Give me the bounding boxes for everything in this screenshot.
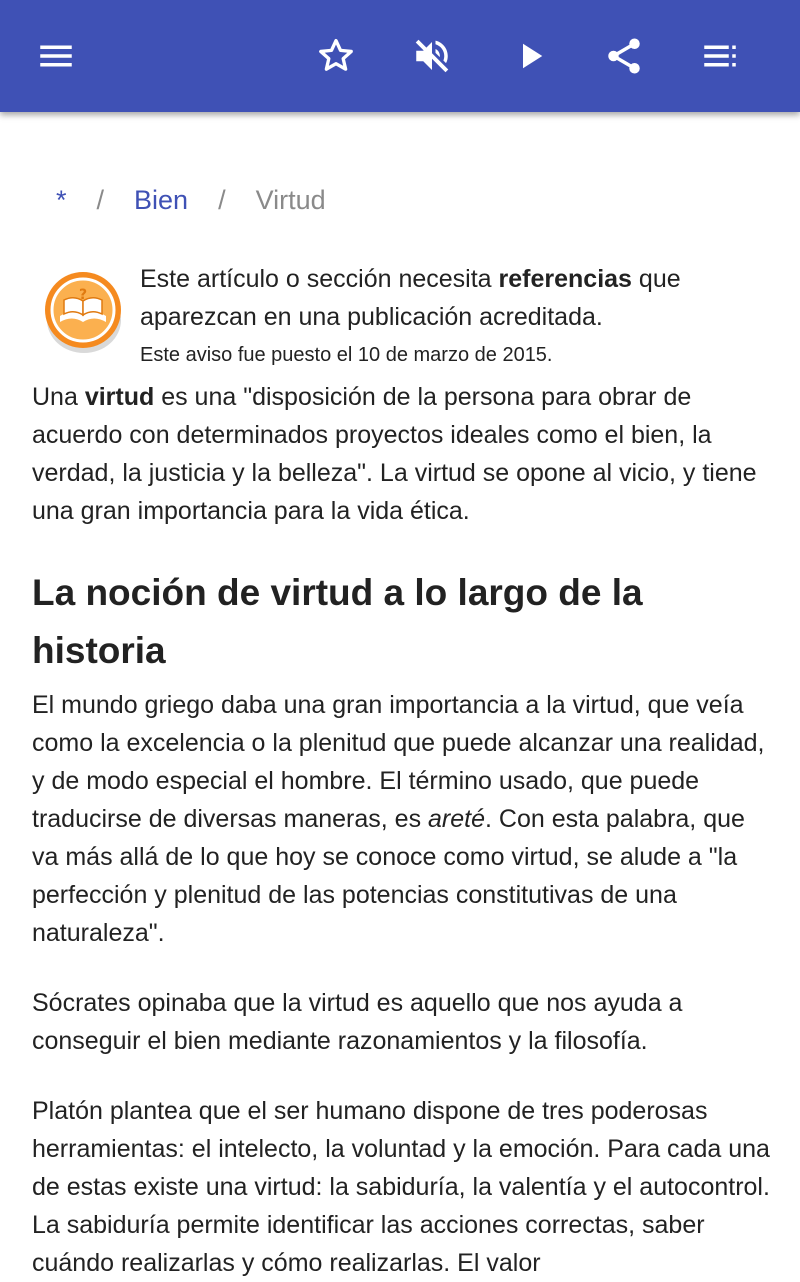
article-body (32, 378, 772, 1282)
notice-text: Este artículo o sección necesita (140, 265, 499, 293)
history-paragraph-1 (32, 686, 772, 952)
notice-line-1 (140, 260, 760, 298)
text-span: . Con esta palabra, que va más allá de lo que hoy se conoce como virtud, se alude a "la perfección y plenitud de las potencias constitutivas de una naturaleza". (32, 805, 745, 947)
text-span: Una (32, 383, 85, 411)
play-button[interactable] (502, 28, 558, 84)
svg-text:?: ? (78, 287, 88, 303)
notice-line-2: aparezcan en una publicación acreditada. (140, 303, 603, 331)
notice-date: Este aviso fue puesto el 10 de marzo de 2015. (140, 344, 553, 366)
star-outline-icon (315, 35, 357, 77)
share-button[interactable] (596, 28, 652, 84)
playlist-icon (699, 35, 741, 77)
hamburger-menu-icon (35, 35, 77, 77)
menu-button[interactable] (28, 28, 84, 84)
bold-term: virtud (84, 383, 155, 411)
history-paragraph-3: Platón plantea que el ser humano dispone de tres poderosas herramientas: el intelecto, la voluntad y la emoción. Para cada una de estas existe una virtud: la sabiduría, la valentía y el autocontrol. La sabiduría permite identificar las acciones correctas, saber cuándo realizarlas y cómo realizarlas. El valor (32, 1097, 770, 1277)
intro-paragraph (32, 378, 772, 530)
volume-off-icon (411, 35, 453, 77)
mute-button[interactable] (404, 28, 460, 84)
breadcrumb-current: Virtud (255, 184, 326, 215)
book-question-icon (42, 270, 126, 354)
breadcrumb-parent-link[interactable]: Bien (134, 184, 189, 215)
breadcrumb-root-link[interactable]: * (56, 184, 67, 215)
favorite-button[interactable] (308, 28, 364, 84)
section-heading: La noción de virtud a lo largo de la historia (32, 572, 643, 671)
breadcrumb (56, 180, 326, 220)
text-span: El mundo griego daba una gran importancia a la virtud, que veía como la excelencia o la plenitud que puede alcanzar una realidad, y de modo especial el hombre. El término usado, que puede traducirse de diversas maneras, es (32, 691, 765, 833)
text-span: es una "disposición de la persona para obrar de acuerdo con determinados proyectos ideales como el bien, la verdad, la justicia y la belleza". La virtud se opone al vicio, y tiene una gran importancia para la vida ética. (32, 383, 757, 525)
share-icon (603, 35, 645, 77)
play-icon (509, 35, 551, 77)
history-paragraph-2: Sócrates opinaba que la virtud es aquello que nos ayuda a conseguir el bien mediante razonamientos y la filosofía. (32, 989, 683, 1055)
app-toolbar (0, 0, 800, 112)
notice-text: que (631, 265, 681, 293)
playlist-button[interactable] (692, 28, 748, 84)
breadcrumb-separator: / (218, 184, 226, 215)
notice-emphasis: referencias (498, 265, 632, 293)
references-notice (32, 260, 772, 370)
breadcrumb-separator: / (96, 184, 105, 215)
italic-term: areté (428, 805, 485, 833)
